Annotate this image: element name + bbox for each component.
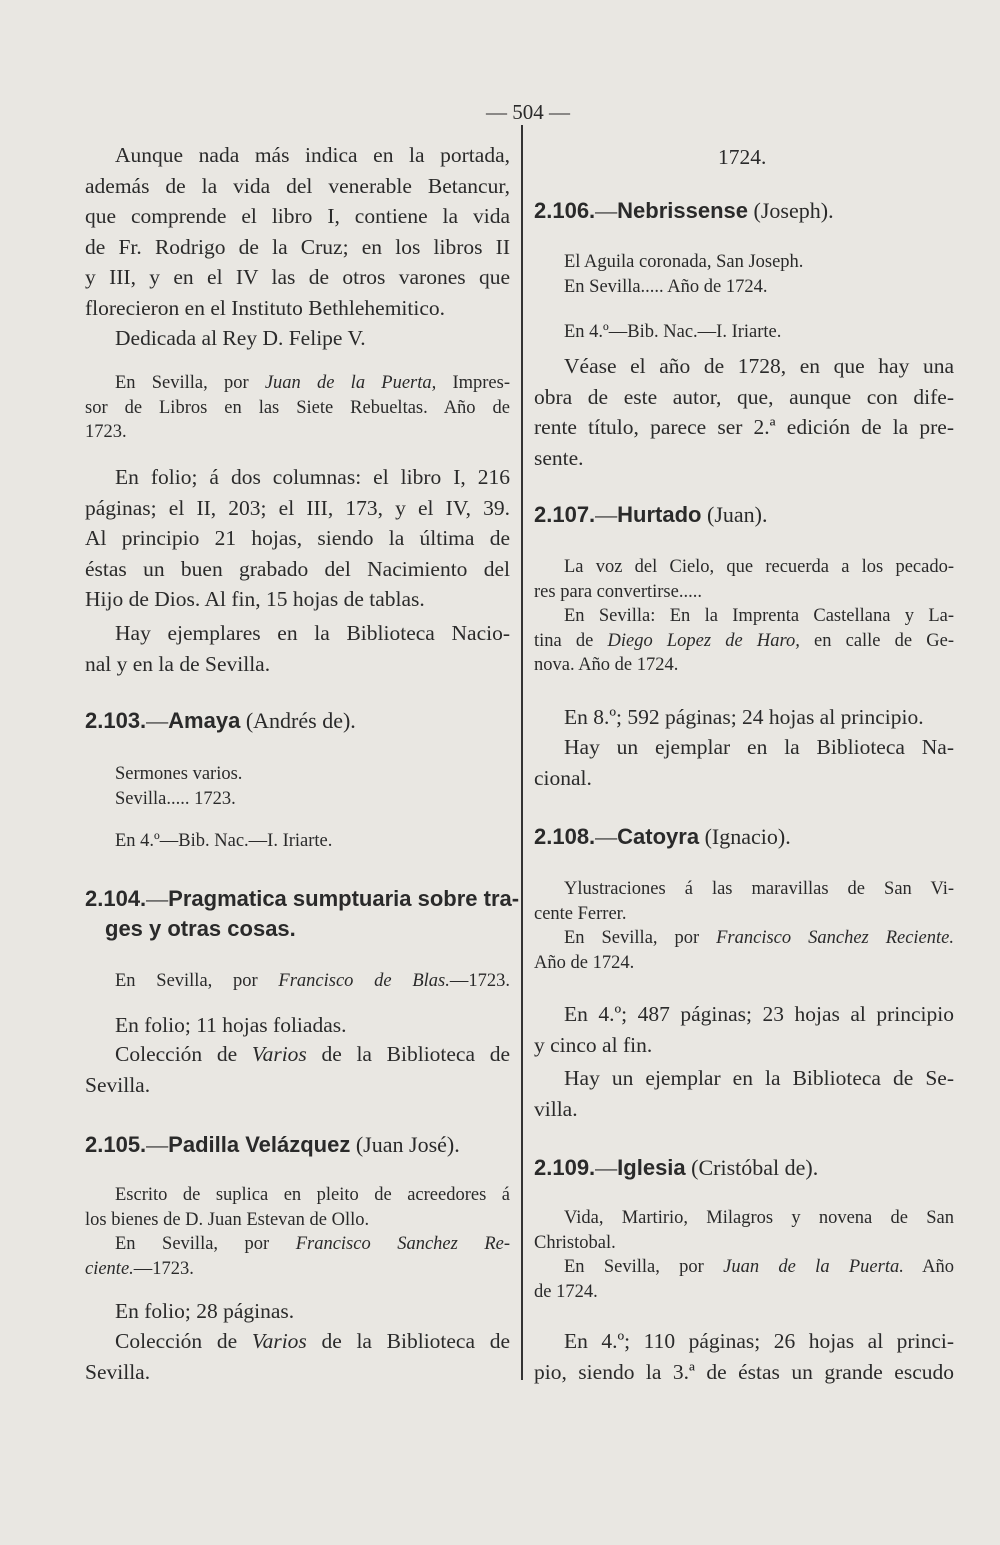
text-line: En 4.º—Bib. Nac.—I. Iriarte. [564, 322, 782, 342]
text-line: rente título, parece ser 2.ª edición de la pre- [534, 415, 954, 439]
text-line: Christobal. [534, 1232, 616, 1253]
printer-name: Francisco de Blas. [278, 971, 450, 991]
text-line: 1723. [85, 422, 127, 442]
text-line: éstas un buen grabado del Nacimiento del [85, 556, 510, 581]
entry-title [534, 1206, 954, 1304]
text-line: En 8.º; 592 páginas; 24 hojas al principio. [564, 705, 924, 729]
author-name: Catoyra [617, 824, 700, 849]
author-name: Iglesia [617, 1155, 686, 1180]
copies-note [534, 1063, 954, 1124]
text-line: En Sevilla: En la Imprenta Castellana y La- [564, 606, 954, 626]
entry-heading-2106: 2.106.—Nebrissense (Joseph). [534, 198, 834, 223]
text-line: cional. [534, 765, 592, 790]
text-line: y cinco al fin. [534, 1032, 653, 1057]
text-line: sor de Libros en las Siete Rebueltas. Año de [85, 397, 510, 418]
entry-format [534, 1326, 954, 1387]
text-line: En 4.º; 110 páginas; 26 hojas al princi- [564, 1329, 954, 1353]
text-line: En Sevilla, por Juan de la Puerta. Año [564, 1257, 955, 1277]
text-line: pio, siendo la 3.ª de éstas un grande escudo [534, 1359, 954, 1384]
text-line: los bienes de D. Juan Estevan de Ollo. [85, 1209, 370, 1230]
text-line: La voz del Cielo, que recuerda a los pecado- [564, 557, 954, 577]
physical-description [85, 462, 510, 615]
column-divider [521, 125, 523, 1380]
printer-name: Juan de la Puerta, [264, 373, 437, 393]
entry-heading-2107: 2.107.—Hurtado (Juan). [534, 502, 768, 527]
text-line: Hay ejemplares en la Biblioteca Nacio- [115, 621, 510, 645]
text-line: que comprende el libro I, contiene la vida [85, 204, 510, 228]
text-line: villa. [534, 1096, 578, 1121]
text-line: El Aguila coronada, San Joseph. [564, 252, 804, 272]
copies-note [534, 732, 954, 793]
text-line: cente Ferrer. [534, 903, 627, 924]
entry-title [534, 555, 954, 678]
continuation-year [534, 142, 954, 173]
text-line: Véase el año de 1728, en que hay una [564, 354, 954, 378]
author-name: Hurtado [617, 502, 702, 527]
entry-heading-2108: 2.108.—Catoyra (Ignacio). [534, 824, 791, 849]
entry-format [534, 702, 954, 733]
entry-format [534, 320, 954, 345]
entry-number: 2.109. [534, 1155, 596, 1180]
printer-name: Juan de la Puerta. [723, 1257, 904, 1277]
entry-number: 2.106. [534, 198, 596, 223]
entry-number: 2.105. [85, 1132, 147, 1157]
entry-format [85, 1296, 510, 1327]
text-line: En 4.º; 487 páginas; 23 hojas al principio [564, 1002, 954, 1026]
author-name: Nebrissense [617, 198, 749, 223]
printer-name: Diego Lopez de Haro, [607, 630, 800, 651]
text-line: Aunque nada más indica en la portada, [115, 143, 510, 167]
text-line: Escrito de suplica en pleito de acreedores á [115, 1185, 510, 1205]
entry-title [534, 250, 954, 299]
text-line: Sermones varios. [115, 764, 243, 784]
text-line: En Sevilla, por Francisco Sanchez Reciente. [564, 928, 954, 948]
text-line: res para convertirse..... [534, 581, 702, 602]
printer-name: Francisco Sanchez Reciente. [716, 928, 954, 948]
text-line: En folio; 11 hojas foliadas. [115, 1013, 347, 1037]
text-line: páginas; el II, 203; el III, 173, y el IV, 39. [85, 495, 510, 520]
text-line: nal y en la de Sevilla. [85, 651, 271, 676]
text-line: de Fr. Rodrigo de la Cruz; en los libros II [85, 234, 510, 259]
text-line: Ylustraciones á las maravillas de San Vi- [564, 879, 954, 899]
printer-name: Francisco Sanchez Re- [295, 1234, 510, 1254]
entry-heading-2105: 2.105.—Padilla Velázquez (Juan José). [85, 1132, 460, 1157]
page-number: — 504 — [486, 100, 570, 124]
entry-note [534, 351, 954, 473]
entry-title: ges y otras cosas. [105, 916, 296, 941]
text-line: sente. [534, 445, 584, 470]
text-line: Hijo de Dios. Al fin, 15 hojas de tablas. [85, 587, 425, 611]
entry-format [85, 1010, 510, 1041]
text-line: Colección de Varios de la Biblioteca de [115, 1329, 510, 1353]
entry-heading-2103: 2.103.—Amaya (Andrés de). [85, 708, 356, 733]
text-line: Dedicada al Rey D. Felipe V. [115, 326, 366, 350]
entry-number: 2.107. [534, 502, 596, 527]
text-line: y III, y en el IV las de otros varones que [85, 265, 510, 289]
entry-number: 2.104. [85, 886, 147, 911]
dedication [85, 323, 510, 354]
entry-heading-2109: 2.109.—Iglesia (Cristóbal de). [534, 1155, 819, 1180]
entry-title [85, 762, 510, 811]
text-line: En Sevilla, por Francisco Sanchez Re- [115, 1234, 510, 1254]
text-line: Sevilla..... 1723. [115, 788, 236, 809]
author-name: Amaya [168, 708, 241, 733]
text-line: obra de este autor, que, aunque con dife- [534, 384, 954, 409]
entry-collection [85, 1326, 510, 1387]
imprint [85, 371, 510, 445]
entry-imprint [85, 969, 510, 994]
entry-heading-2104: 2.104.—Pragmatica sumptuaria sobre tra- [85, 886, 520, 911]
text-line: nova. Año de 1724. [534, 655, 679, 675]
text-line: En Sevilla, por Francisco de Blas.—1723. [115, 971, 510, 991]
text-line: En Sevilla..... Año de 1724. [564, 276, 768, 297]
author-name: Padilla Velázquez [168, 1132, 351, 1157]
text-line: Sevilla. [85, 1072, 151, 1097]
entry-number: 2.103. [85, 708, 147, 733]
text-line: En 4.º—Bib. Nac.—I. Iriarte. [115, 831, 333, 851]
entry-title [534, 877, 954, 975]
text-line: de 1724. [534, 1281, 598, 1302]
entry-number: 2.108. [534, 824, 596, 849]
text-line: ciente.—1723. [85, 1258, 194, 1279]
entry-title [85, 1183, 510, 1281]
copies-note [85, 618, 510, 679]
text-line: Hay un ejemplar en la Biblioteca Na- [564, 735, 954, 759]
text-line: Vida, Martirio, Milagros y novena de San [564, 1208, 954, 1228]
text-line: tina de Diego Lopez de Haro, en calle de Ge- [534, 630, 955, 651]
entry-format [85, 829, 510, 854]
text-line: Colección de Varios de la Biblioteca de [115, 1042, 510, 1066]
entry-format [534, 999, 954, 1060]
text-line: En Sevilla, por Juan de la Puerta, Impres- [115, 373, 510, 393]
text-line: 1724. [718, 145, 767, 169]
entry-collection [85, 1039, 510, 1100]
text-line: Año de 1724. [534, 952, 635, 973]
intro-paragraph [85, 140, 510, 323]
entry-title: Pragmatica sumptuaria sobre tra- [168, 886, 520, 911]
text-line: Sevilla. [85, 1359, 151, 1384]
text-line: Hay un ejemplar en la Biblioteca de Se- [564, 1066, 954, 1090]
text-line: además de la vida del venerable Betancur, [85, 173, 510, 198]
text-line: En folio; 28 páginas. [115, 1299, 295, 1323]
text-line: Al principio 21 hojas, siendo la última de [85, 526, 510, 550]
text-line: florecieron en el Instituto Bethlehemitico. [85, 295, 446, 320]
text-line: En folio; á dos columnas: el libro I, 216 [115, 465, 510, 489]
entry-heading-2104-cont [85, 914, 510, 944]
